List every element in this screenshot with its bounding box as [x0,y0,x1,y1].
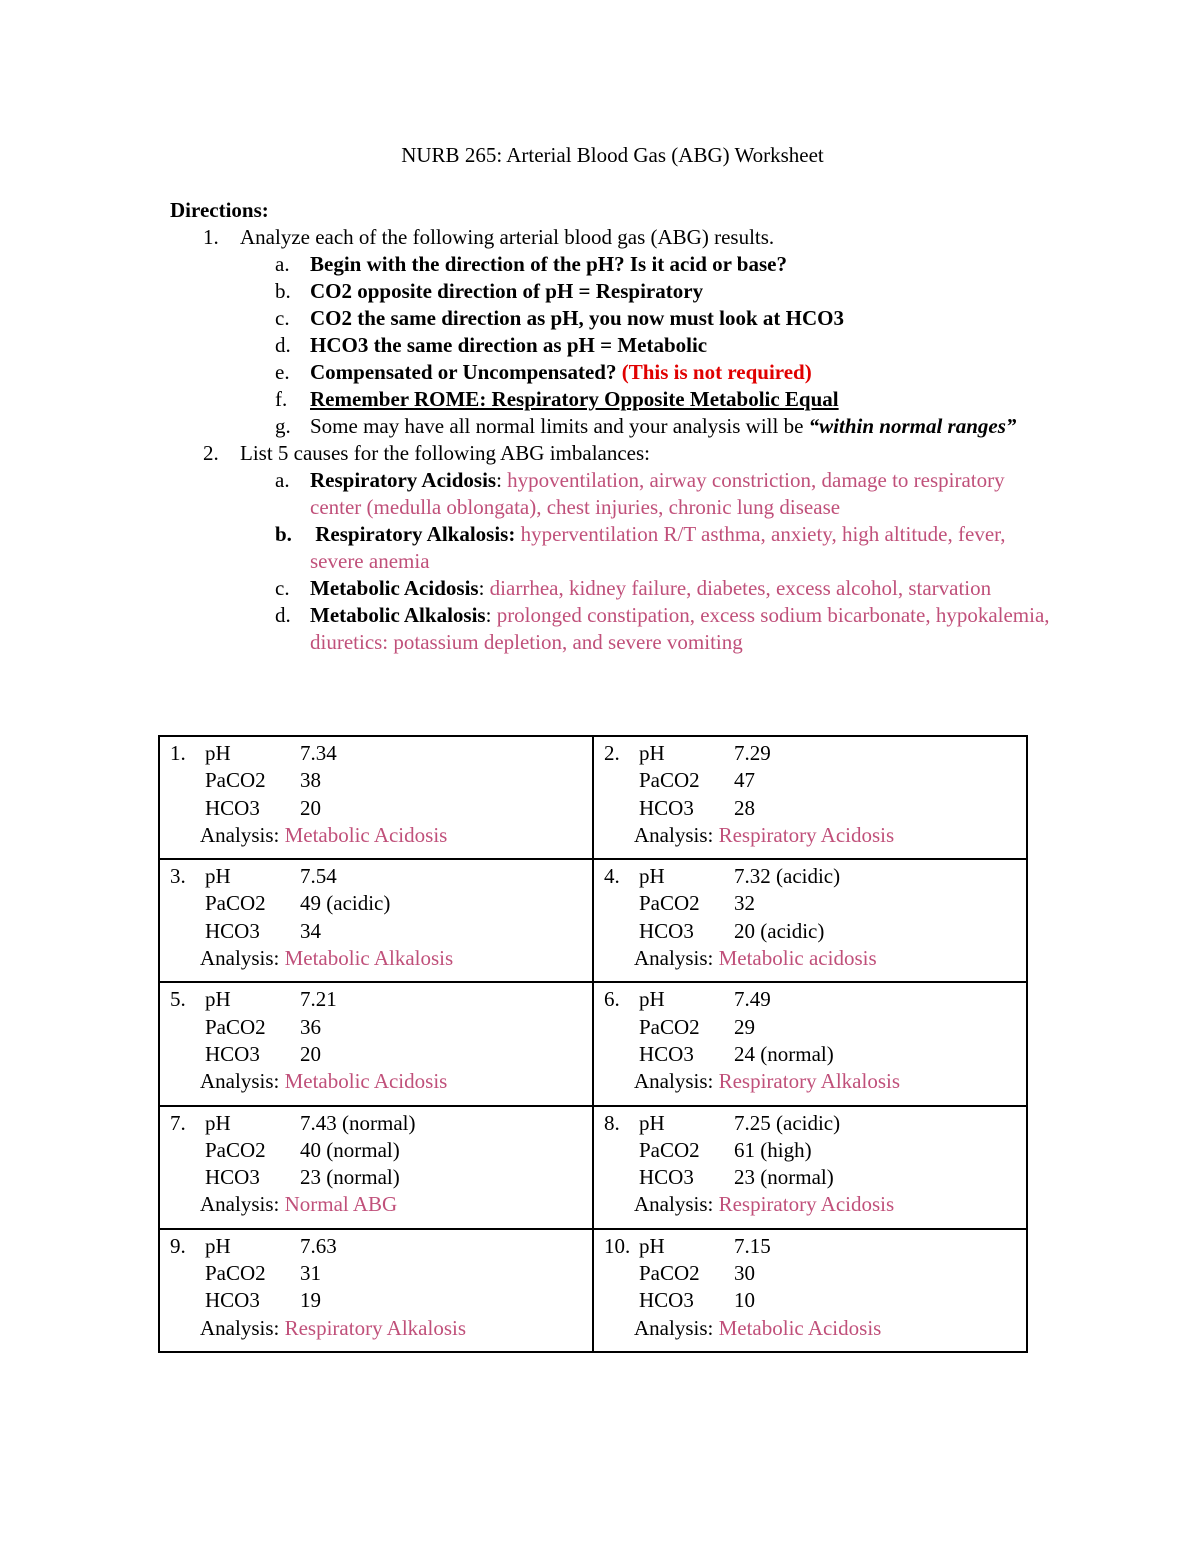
ph-value: 7.25 (acidic) [734,1110,841,1135]
paco2-value: 32 [734,891,755,916]
ph-value: 7.15 [734,1233,771,1258]
ph-value: 7.32 (acidic) [734,864,841,889]
sub-item-letter: c. [275,576,290,600]
paco2-row [594,767,1026,794]
abg-case-cell [159,1106,593,1229]
hco3-row [594,1287,1026,1314]
analysis-value: Metabolic Acidosis [284,822,448,847]
paco2-label: PaCO2 [639,1014,700,1039]
sub-item-1c [170,305,1050,332]
imbalance-label: Metabolic Acidosis [310,576,479,600]
ph-row [594,740,1026,767]
paco2-label: PaCO2 [639,891,700,916]
paco2-value: 30 [734,1261,755,1286]
analysis-value: Metabolic Alkalosis [284,946,454,971]
paco2-row [160,890,592,917]
hco3-value: 23 (normal) [734,1165,834,1190]
hco3-value: 20 (acidic) [734,918,825,943]
abg-case-cell [593,982,1027,1105]
abg-case-cell [593,1106,1027,1229]
ph-label: pH [639,1110,665,1135]
analysis-label: Analysis: [200,1069,285,1094]
analysis-label: Analysis: [634,822,719,847]
sub-item-2b [170,521,1050,575]
sub-item-letter: a. [275,468,290,492]
case-number: 1. [170,741,186,765]
directions-section [170,197,1050,656]
sub-item-text: CO2 opposite direction of pH = Respiratory [310,279,704,303]
imbalance-label: Respiratory Acidosis [310,468,497,492]
paco2-row [160,767,592,794]
sub-item-1a [170,251,1050,278]
separator: : [478,576,490,600]
ph-value: 7.29 [734,741,771,765]
paco2-value: 47 [734,768,755,793]
hco3-row [160,1164,592,1191]
sub-item-letter: c. [275,306,290,330]
analysis-row [594,822,1026,849]
hco3-value: 10 [734,1288,755,1313]
paco2-row [594,1260,1026,1287]
case-number: 3. [170,864,186,889]
ph-row [160,863,592,890]
abg-case-cell [159,1229,593,1352]
sub-item-text: CO2 the same direction as pH, you now must look at HCO3 [310,306,844,330]
sub-item-letter: b. [275,279,291,303]
sub-item-1e [170,359,1050,386]
sub-item-1b [170,278,1050,305]
paco2-value: 29 [734,1014,755,1039]
sub-item-1g [170,413,1050,440]
ph-row [594,986,1026,1013]
analysis-value: Metabolic acidosis [718,946,877,971]
hco3-label: HCO3 [205,1165,260,1190]
sub-item-text: Compensated or Uncompensated? [310,360,617,384]
hco3-row [160,1041,592,1068]
analysis-label: Analysis: [634,1315,719,1340]
paco2-label: PaCO2 [205,1014,266,1039]
paco2-row [160,1260,592,1287]
hco3-row [160,1287,592,1314]
analysis-row [160,945,592,972]
page-title: NURB 265: Arterial Blood Gas (ABG) Worksheet [401,143,824,167]
paco2-label: PaCO2 [205,768,266,793]
hco3-value: 20 [300,1041,321,1066]
hco3-value: 34 [300,918,321,943]
ph-label: pH [205,741,231,765]
ph-row [160,986,592,1013]
ph-label: pH [205,1110,231,1135]
hco3-row [594,1041,1026,1068]
ph-label: pH [639,987,665,1012]
analysis-label: Analysis: [200,822,285,847]
paco2-row [160,1014,592,1041]
paco2-value: 38 [300,768,321,793]
case-number: 7. [170,1110,186,1135]
sub-item-1d [170,332,1050,359]
ph-label: pH [205,987,231,1012]
analysis-label: Analysis: [200,1315,285,1340]
ph-label: pH [205,1233,231,1258]
sub-item-text: Begin with the direction of the pH? Is it acid or base? [310,252,787,276]
item-text: List 5 causes for the following ABG imbalances: [240,441,651,465]
analysis-label: Analysis: [634,946,719,971]
ph-row [160,1233,592,1260]
analysis-value: Respiratory Acidosis [718,1192,895,1217]
hco3-label: HCO3 [639,1288,694,1313]
analysis-label: Analysis: [200,1192,285,1217]
analysis-label: Analysis: [200,946,285,971]
analysis-label: Analysis: [634,1069,719,1094]
item-number: 1. [203,225,219,249]
ph-label: pH [639,741,665,765]
hco3-row [160,918,592,945]
hco3-label: HCO3 [205,918,260,943]
sub-item-1f [170,386,1050,413]
abg-case-cell [159,736,593,859]
hco3-label: HCO3 [205,1288,260,1313]
case-number: 5. [170,987,186,1012]
abg-case-cell [593,1229,1027,1352]
paco2-value: 40 (normal) [300,1137,400,1162]
paco2-label: PaCO2 [639,1261,700,1286]
paco2-value: 36 [300,1014,321,1039]
case-number: 10. [604,1233,631,1258]
analysis-row [160,822,592,849]
imbalance-causes: prolonged constipation, excess sodium bicarbonate, hypokalemia, diuretics: potassium depletion, and severe vomiting [310,603,1050,654]
ph-row [594,1233,1026,1260]
ph-value: 7.63 [300,1233,337,1258]
hco3-row [594,1164,1026,1191]
ph-value: 7.43 (normal) [300,1110,416,1135]
paco2-label: PaCO2 [205,1137,266,1162]
abg-table-row [159,982,1027,1105]
sub-item-letter: f. [275,387,288,411]
imbalance-label: Respiratory Alkalosis: [315,522,516,546]
paco2-label: PaCO2 [639,768,700,793]
hco3-row [160,795,592,822]
sub-item-text: HCO3 the same direction as pH = Metabolic [310,333,708,357]
hco3-value: 23 (normal) [300,1165,400,1190]
abg-table-row [159,1229,1027,1352]
separator: : [496,468,508,492]
ph-value: 7.54 [300,864,337,889]
abg-table-row [159,736,1027,859]
hco3-label: HCO3 [205,1041,260,1066]
analysis-value: Metabolic Acidosis [284,1069,448,1094]
item-text: Analyze each of the following arterial blood gas (ABG) results. [240,225,775,249]
analysis-row [594,1068,1026,1095]
direction-item-2 [170,440,1050,467]
directions-heading: Directions: [170,198,269,222]
sub-item-letter: b. [275,522,292,546]
analysis-row [594,945,1026,972]
ph-label: pH [639,864,665,889]
case-number: 9. [170,1233,186,1258]
sub-item-2c [170,575,1050,602]
imbalance-causes: diarrhea, kidney failure, diabetes, excess alcohol, starvation [489,576,992,600]
sub-item-letter: a. [275,252,290,276]
abg-table-row [159,1106,1027,1229]
analysis-row [594,1191,1026,1218]
not-required-note: (This is not required) [621,360,812,384]
hco3-label: HCO3 [205,795,260,820]
paco2-row [594,1014,1026,1041]
ph-row [594,1110,1026,1137]
case-number: 6. [604,987,620,1012]
paco2-row [160,1137,592,1164]
analysis-row [594,1315,1026,1342]
paco2-value: 61 (high) [734,1137,812,1162]
ph-value: 7.21 [300,987,337,1012]
hco3-row [594,795,1026,822]
sub-item-letter: g. [275,414,291,438]
hco3-label: HCO3 [639,1041,694,1066]
hco3-value: 20 [300,795,321,820]
hco3-label: HCO3 [639,918,694,943]
analysis-value: Metabolic Acidosis [718,1315,882,1340]
analysis-label: Analysis: [634,1192,719,1217]
analysis-value: Respiratory Alkalosis [284,1315,466,1340]
ph-label: pH [205,864,231,889]
abg-table [158,735,1028,1353]
abg-case-cell [593,859,1027,982]
ph-value: 7.49 [734,987,771,1012]
paco2-label: PaCO2 [639,1137,700,1162]
sub-item-2d [170,602,1050,656]
sub-item-letter: e. [275,360,290,384]
item-number: 2. [203,441,219,465]
imbalance-causes: hypoventilation, airway constriction, damage to respiratory center (medulla oblongata), chest injuries, chronic lung disease [310,468,1005,519]
paco2-row [594,1137,1026,1164]
sub-item-text: Some may have all normal limits and your analysis will be [310,414,809,438]
direction-item-1 [170,224,1050,251]
analysis-value: Respiratory Alkalosis [718,1069,900,1094]
hco3-value: 19 [300,1288,321,1313]
paco2-label: PaCO2 [205,891,266,916]
sub-item-letter: d. [275,333,291,357]
analysis-value: Respiratory Acidosis [718,822,895,847]
hco3-row [594,918,1026,945]
paco2-row [594,890,1026,917]
ph-row [160,1110,592,1137]
ph-value: 7.34 [300,741,337,765]
analysis-row [160,1191,592,1218]
case-number: 4. [604,864,620,889]
ph-row [160,740,592,767]
emphasis-text: “within normal ranges” [808,414,1017,438]
rome-rule: Remember ROME: Respiratory Opposite Metabolic Equal [310,387,839,411]
abg-case-cell [159,859,593,982]
abg-case-cell [593,736,1027,859]
analysis-value: Normal ABG [284,1192,398,1217]
hco3-label: HCO3 [639,1165,694,1190]
paco2-value: 31 [300,1261,321,1286]
ph-label: pH [639,1233,665,1258]
sub-item-letter: d. [275,603,291,627]
case-number: 2. [604,741,620,765]
sub-item-2a [170,467,1050,521]
hco3-value: 24 (normal) [734,1041,834,1066]
abg-table-row [159,859,1027,982]
analysis-row [160,1315,592,1342]
imbalance-label: Metabolic Alkalosis [310,603,486,627]
separator: : [485,603,497,627]
hco3-value: 28 [734,795,755,820]
analysis-row [160,1068,592,1095]
abg-case-cell [159,982,593,1105]
ph-row [594,863,1026,890]
paco2-value: 49 (acidic) [300,891,391,916]
paco2-label: PaCO2 [205,1261,266,1286]
hco3-label: HCO3 [639,795,694,820]
imbalance-causes: hyperventilation R/T asthma, anxiety, high altitude, fever, severe anemia [310,522,1006,573]
case-number: 8. [604,1110,620,1135]
